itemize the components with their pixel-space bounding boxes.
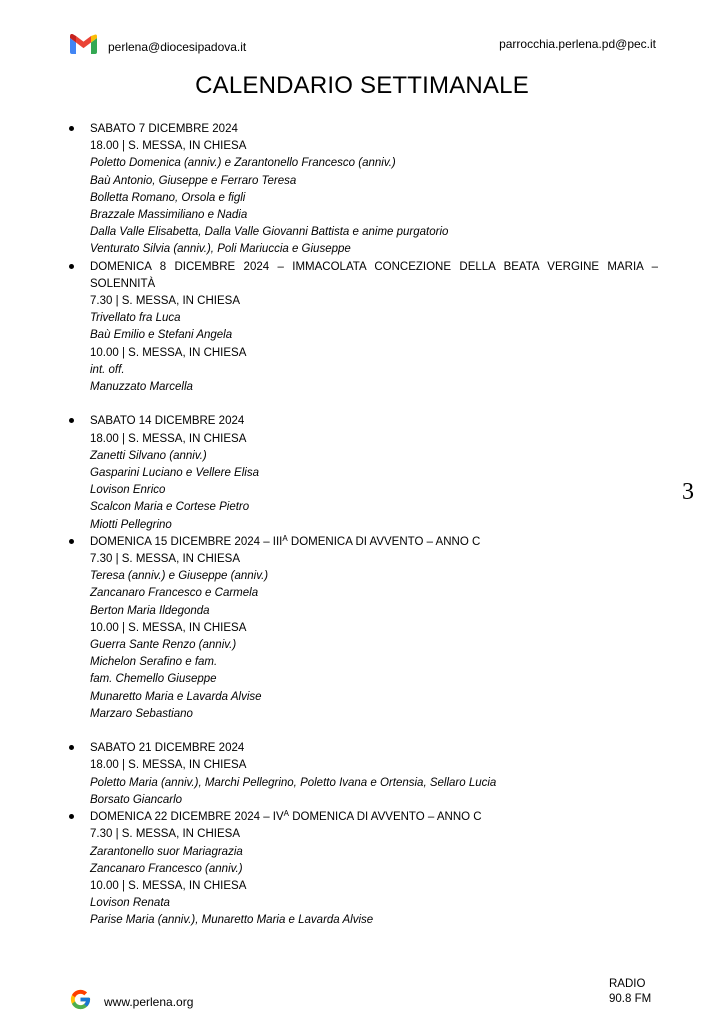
radio-frequency: 90.8 FM <box>609 993 652 1005</box>
event-heading-text: DOMENICA 22 DICEMBRE 2024 – IV <box>90 811 284 824</box>
intention-name: Poletto Maria (anniv.), Marchi Pellegrino, Poletto Ivana e Ortensia, Sellaro Lucia <box>90 776 497 789</box>
event-heading-text: DOMENICA DI AVVENTO – ANNO C <box>287 535 481 548</box>
intention-name: Zancanaro Francesco e Carmela <box>90 587 259 600</box>
radio-label: RADIO <box>609 978 646 990</box>
mass-time: 7.30 | S. MESSA, IN CHIESA <box>90 828 240 841</box>
gmail-icon <box>70 34 97 59</box>
intention-name: Marzaro Sebastiano <box>90 707 193 720</box>
spacer <box>68 396 658 413</box>
intention-name: Dalla Valle Elisabetta, Dalla Valle Giovanni Battista e anime purgatorio <box>90 226 449 239</box>
weekly-calendar <box>68 121 658 930</box>
mass-time: 7.30 | S. MESSA, IN CHIESA <box>90 553 240 566</box>
mass-time: 10.00 | S. MESSA, IN CHIESA <box>90 879 247 892</box>
footer-website <box>69 988 193 1016</box>
mass-time: 10.00 | S. MESSA, IN CHIESA <box>90 621 247 634</box>
intention-name: Zanetti Silvano (anniv.) <box>90 449 207 462</box>
mass-time: 18.00 | S. MESSA, IN CHIESA <box>90 759 247 772</box>
page-title: CALENDARIO SETTIMANALE <box>195 72 529 99</box>
intention-name: Teresa (anniv.) e Giuseppe (anniv.) <box>90 570 269 583</box>
page-number: 3 <box>682 479 694 505</box>
mass-time: 10.00 | S. MESSA, IN CHIESA <box>90 346 247 359</box>
intention-name: Poletto Domenica (anniv.) e Zarantonello Francesco (anniv.) <box>90 157 396 170</box>
intention-name: fam. Chemello Giuseppe <box>90 673 217 686</box>
intention-name: Lovison Renata <box>90 897 170 910</box>
spacer <box>68 723 658 740</box>
event-heading: SABATO 7 DICEMBRE 2024 <box>90 123 238 135</box>
mass-time: 7.30 | S. MESSA, IN CHIESA <box>90 295 240 308</box>
intention-name: Guerra Sante Renzo (anniv.) <box>90 639 237 652</box>
intention-name: Manuzzato Marcella <box>90 381 193 394</box>
intention-name: Scalcon Maria e Cortese Pietro <box>90 501 250 514</box>
event-heading: DOMENICA 8 DICEMBRE 2024 – IMMACOLATA CONCEZIONE DELLA BEATA VERGINE MARIA – SOLENNITÀ <box>90 260 658 290</box>
event-heading: SABATO 21 DICEMBRE 2024 <box>90 742 245 755</box>
event-heading <box>90 809 658 826</box>
header-email-left-text[interactable]: perlena@diocesipadova.it <box>108 39 247 54</box>
ordinal-superscript: A <box>283 809 289 819</box>
event-item <box>68 740 658 809</box>
header-email-right[interactable]: parrocchia.perlena.pd@pec.it <box>499 37 656 51</box>
google-icon <box>69 988 92 1016</box>
intention-name: Bolletta Romano, Orsola e figli <box>90 191 246 204</box>
event-heading-text: DOMENICA DI AVVENTO – ANNO C <box>289 811 482 824</box>
mass-time: 18.00 | S. MESSA, IN CHIESA <box>90 432 247 445</box>
ordinal-superscript: A <box>282 533 288 543</box>
intention-name: Munaretto Maria e Lavarda Alvise <box>90 690 262 703</box>
event-item <box>68 259 658 397</box>
footer-website-text[interactable]: www.perlena.org <box>104 995 194 1009</box>
intention-name: Trivellato fra Luca <box>90 312 181 325</box>
intention-name: Gasparini Luciano e Vellere Elisa <box>90 467 259 480</box>
intention-name: Parise Maria (anniv.), Munaretto Maria e Lavarda Alvise <box>90 914 374 927</box>
intention-name: Zancanaro Francesco (anniv.) <box>90 862 243 875</box>
event-heading <box>90 534 658 551</box>
event-item <box>68 534 658 723</box>
intention-name: Borsato Giancarlo <box>90 793 183 806</box>
intention-name: int. off. <box>90 363 125 376</box>
intention-name: Michelon Serafino e fam. <box>90 656 218 669</box>
intention-name: Venturato Silvia (anniv.), Poli Mariuccia e Giuseppe <box>90 243 351 256</box>
intention-name: Berton Maria Ildegonda <box>90 604 210 617</box>
event-heading-text: DOMENICA 15 DICEMBRE 2024 – III <box>90 535 283 548</box>
event-item <box>68 809 658 929</box>
event-heading: SABATO 14 DICEMBRE 2024 <box>90 415 245 428</box>
intention-name: Miotti Pellegrino <box>90 518 172 531</box>
intention-name: Brazzale Massimiliano e Nadia <box>90 209 248 222</box>
intention-name: Zarantonello suor Mariagrazia <box>90 845 243 858</box>
intention-name: Lovison Enrico <box>90 484 166 497</box>
intention-name: Baù Emilio e Stefani Angela <box>90 329 233 342</box>
footer-radio <box>609 977 651 1007</box>
event-item <box>68 413 658 533</box>
header-email-left <box>70 34 246 59</box>
mass-time: 18.00 | S. MESSA, IN CHIESA <box>90 140 247 153</box>
event-list <box>68 121 658 930</box>
event-item <box>68 121 658 259</box>
intention-name: Baù Antonio, Giuseppe e Ferraro Teresa <box>90 174 297 187</box>
